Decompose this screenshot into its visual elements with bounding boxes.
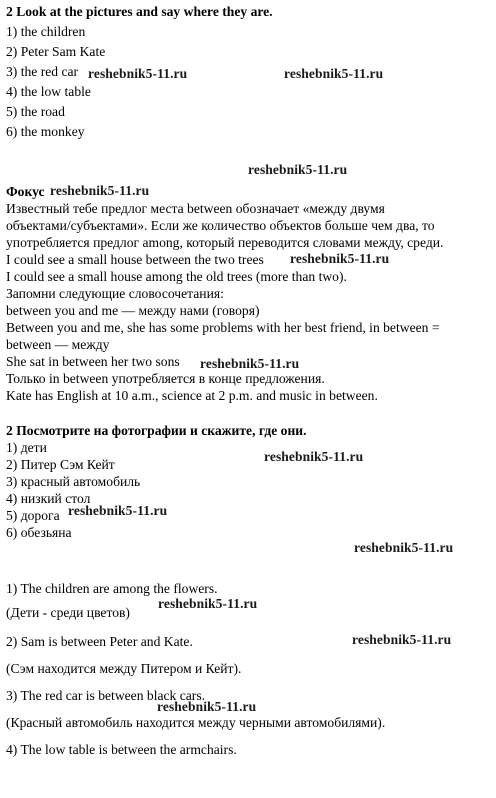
watermark: reshebnik5-11.ru [352, 632, 452, 647]
watermark: reshebnik5-11.ru [248, 162, 348, 177]
focus-line: Kate has English at 10 a.m., science at 2 p.m. and music in between. [6, 388, 378, 403]
focus-line: Запомни следующие словосочетания: [6, 286, 224, 301]
focus-line: объектами/субъектами». Если же количество объектов больше чем два, то [6, 218, 435, 233]
watermark: reshebnik5-11.ru [158, 596, 258, 611]
focus-line: She sat in between her two sons [6, 354, 180, 369]
watermark: reshebnik5-11.ru [157, 699, 257, 714]
watermark: reshebnik5-11.ru [354, 540, 454, 555]
focus-line: Только in between употребляется в конце предложения. [6, 371, 325, 386]
watermark: reshebnik5-11.ru [290, 251, 390, 266]
answer-line: 4) The low table is between the armchairs. [6, 742, 237, 757]
list-item: 4) the low table [6, 84, 91, 99]
list-item: 2) Peter Sam Kate [6, 44, 106, 59]
list-item: 6) обезьяна [6, 525, 72, 540]
task-heading-ru: 2 Посмотрите на фотографии и скажите, где они. [6, 423, 307, 438]
answer-line: (Красный автомобиль находится между черными автомобилями). [6, 715, 386, 730]
list-item: 5) дорога [6, 508, 60, 523]
list-item: 2) Питер Сэм Кейт [6, 457, 115, 472]
watermark: reshebnik5-11.ru [284, 66, 384, 81]
focus-line: I could see a small house between the two trees [6, 252, 264, 267]
task-heading-en: 2 Look at the pictures and say where they are. [6, 4, 273, 19]
focus-line: between you and me — между нами (говоря) [6, 303, 260, 318]
focus-heading: Фокус [6, 184, 45, 199]
answer-line: 1) The children are among the flowers. [6, 581, 218, 596]
answer-line: (Дети - среди цветов) [6, 605, 130, 620]
watermark: reshebnik5-11.ru [200, 356, 300, 371]
list-item: 3) the red car [6, 64, 79, 79]
list-item: 5) the road [6, 104, 65, 119]
focus-line: Between you and me, she has some problems with her best friend, in between = [6, 320, 440, 335]
focus-line: Известный тебе предлог места between обозначает «между двумя [6, 201, 385, 216]
list-item: 3) красный автомобиль [6, 474, 141, 489]
answer-line: (Сэм находится между Питером и Кейт). [6, 661, 242, 676]
list-item: 1) дети [6, 440, 47, 455]
answer-line: 2) Sam is between Peter and Kate. [6, 634, 193, 649]
list-item: 4) низкий стол [6, 491, 91, 506]
watermark: reshebnik5-11.ru [68, 503, 168, 518]
watermark: reshebnik5-11.ru [88, 66, 188, 81]
focus-line: I could see a small house among the old trees (more than two). [6, 269, 347, 284]
list-item: 6) the monkey [6, 124, 85, 139]
list-item: 1) the children [6, 24, 86, 39]
focus-line: употребляется предлог among, который переводится словами между, среди. [6, 235, 444, 250]
watermark: reshebnik5-11.ru [50, 183, 150, 198]
focus-line: between — между [6, 337, 110, 352]
answer-line: 3) The red car is between black cars. [6, 688, 206, 703]
watermark: reshebnik5-11.ru [264, 449, 364, 464]
